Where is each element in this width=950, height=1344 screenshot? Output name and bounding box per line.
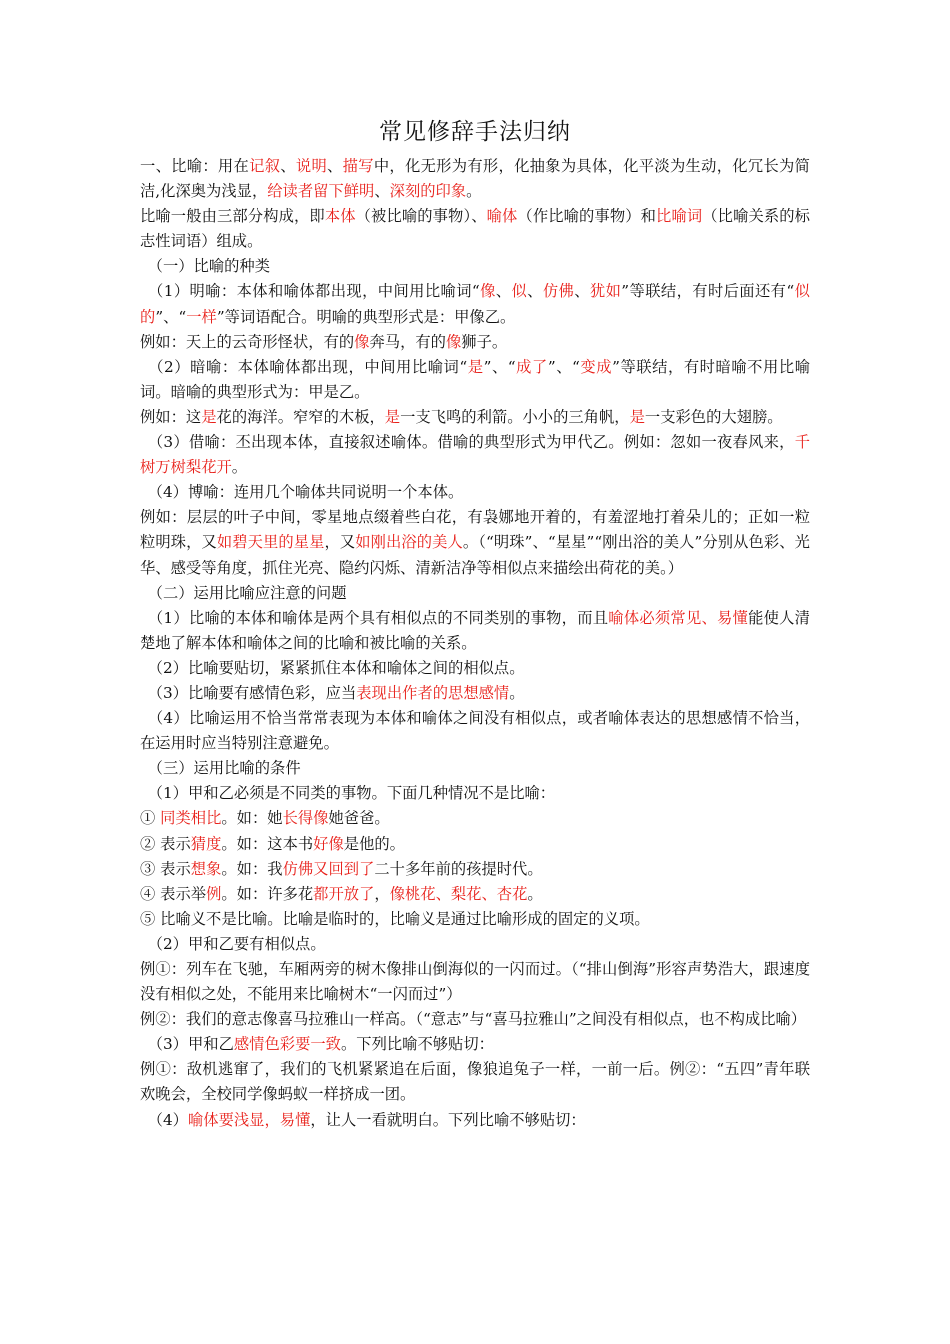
highlighted-text: 深刻的印象 [389,182,467,201]
body-text: 。如：她 [221,809,283,828]
body-text: 花的海洋。窄窄的木板， [216,407,385,426]
body-text: 。下列比喻不够贴切： [340,1035,494,1054]
body-text: ”、“ [483,357,516,376]
body-text: 。 [466,182,482,201]
highlighted-text: 喻体要浅显，易懂 [187,1110,311,1129]
paragraph [140,882,810,907]
body-text: 一、比喻：用在 [140,157,250,175]
highlighted-text: 成了 [515,357,548,376]
highlighted-text: 是 [384,407,401,426]
highlighted-text: 仿佛 [542,282,575,301]
paragraph [140,154,810,204]
paragraph [140,279,810,329]
highlighted-text: 是 [629,407,645,426]
body-text: 。如：许多花 [221,884,314,903]
body-text: （作比喻的事物）和 [517,207,657,226]
body-text: ① [140,809,161,828]
document-body [140,154,810,1133]
body-text: （2）比喻要贴切，紧紧抓住本体和喻体之间的相似点。 [140,658,525,677]
highlighted-text: 喻体必须常见、易懂 [608,608,749,627]
body-text: ② 表示 [140,834,191,853]
paragraph [140,706,810,756]
paragraph [140,756,810,781]
highlighted-text: 喻体 [486,207,518,226]
highlighted-text: 是 [201,407,217,426]
highlighted-text: 都开放了 [313,884,375,903]
paragraph [140,480,810,505]
paragraph [140,832,810,857]
paragraph [140,430,810,480]
body-text: ，又 [324,533,356,552]
body-text: （4）比喻运用不恰当常常表现为本体和喻体之间没有相似点，或者喻体表达的思想感情不恰当，在运用时应当特别注意避免。 [140,709,810,753]
highlighted-text: 猜度 [190,834,222,853]
highlighted-text: 同类相比 [160,809,222,828]
body-text: 例①：列车在飞驰，车厢两旁的树木像排山倒海似的一闪而过。（“排山倒海”形容声势浩大，跟速度没有相似之处，不能用来比喻树木“一闪而过”） [140,960,810,1004]
highlighted-text: 如碧天里的星星 [216,533,325,552]
paragraph [140,330,810,355]
paragraph [140,581,810,606]
body-text: 能使人清楚地了解本体和喻体之间的比喻和被比喻的关系。 [140,608,810,652]
highlighted-text: 好像 [313,834,344,853]
paragraph [140,806,810,831]
paragraph [140,907,810,932]
body-text: （1）明喻：本体和喻体都出现，中间用比喻词“ [140,282,480,301]
highlighted-text: 描写 [342,157,374,175]
body-text: 奔马，有的 [369,332,446,351]
paragraph [140,656,810,681]
paragraph [140,932,810,957]
body-text: （被比喻的事物）、 [355,207,487,226]
document-title: 常见修辞手法归纳 [379,119,571,145]
highlighted-text: 想象 [190,859,222,878]
body-text: 例如：天上的云奇形怪状，有的 [140,332,355,351]
body-text: ③ 表示 [140,859,191,878]
paragraph [140,781,810,806]
document-page [140,112,810,1133]
body-text: （1）甲和乙必须是不同类的事物。下面几种情况不是比喻： [140,784,556,803]
paragraph [140,1032,810,1057]
body-text: 、 [574,282,590,301]
body-text: （2）暗喻：本体喻体都出现，中间用比喻词“ [140,357,468,376]
body-text: 。 [527,884,543,903]
body-text: ”、“ [547,357,580,376]
highlighted-text: 本体 [324,207,356,226]
body-text: ”、“ [155,307,187,326]
body-text: 是他的。 [343,834,405,853]
paragraph [140,204,810,254]
body-text: 例如：层层的叶子中间，零星地点缀着些白花，有袅娜地开着的，有羞涩地打着朵儿的；正如一粒粒明珠，又 [140,508,810,552]
body-text: （3）甲和乙 [140,1035,234,1054]
body-text: 。如：我 [221,859,283,878]
body-text: 。如：这本书 [221,834,314,853]
body-text: 一支飞鸣的利箭。小小的三角帆， [400,407,630,426]
highlighted-text: 像 [479,282,496,301]
paragraph [140,1108,810,1133]
body-text: 二十多年前的孩提时代。 [374,859,543,878]
paragraph [140,681,810,706]
highlighted-text: 一样 [186,307,217,326]
body-text: （4） [140,1110,188,1129]
paragraph [140,355,810,405]
body-text: 例②：我们的意志像喜马拉雅山一样高。（“意志”与“喜马拉雅山”之间没有相似点，也不构成比喻） [140,1010,807,1029]
body-text: （1）比喻的本体和喻体是两个具有相似点的不同类别的事物，而且 [140,608,609,627]
highlighted-text: 似 [511,282,528,301]
body-text: （2）甲和乙要有相似点。 [140,934,326,953]
paragraph [140,1057,810,1107]
body-text: 比喻一般由三部分构成，即 [140,207,325,226]
highlighted-text: 是 [467,357,484,376]
body-text: 。 [231,458,248,477]
highlighted-text: 说明 [295,157,328,175]
body-text: 她爸爸。 [328,809,390,828]
paragraph [140,1007,810,1032]
highlighted-text: 变成 [579,357,613,376]
body-text: 。（“明珠”、“星星”“刚出浴的美人”分别从色彩、光华、感受等角度，抓住光亮、隐约闪烁、清新洁净等相似点来描绘出荷花的美。） [140,533,810,577]
highlighted-text: 表现出作者的思想感情 [356,683,510,702]
body-text: 、 [495,282,512,301]
body-text: 中，化无形为有形，化抽象为具体，化平淡为生动，化冗长为简洁,化深奥为浅显， [140,157,810,201]
paragraph [140,957,810,1007]
body-text: ， [374,884,390,903]
highlighted-text: 长得像 [282,809,329,828]
paragraph [140,254,810,279]
body-text: 、 [327,157,343,175]
body-text: （三）运用比喻的条件 [140,759,301,778]
body-text: ④ 表示举 [140,884,207,903]
highlighted-text: 给读者留下鲜明 [267,182,375,201]
highlighted-text: 千树万树梨花开 [140,433,810,477]
body-text: 狮子。 [461,332,508,351]
body-text: （3）比喻要有感情色彩，应当 [140,683,357,702]
body-text: （3）借喻：丕出现本体，直接叙述喻体。借喻的典型形式为甲代乙。例如：忽如一夜春风来， [140,433,795,452]
body-text: 例如：这 [140,407,202,426]
highlighted-text: 比喻词 [656,207,703,226]
highlighted-text: 像 [354,332,370,351]
highlighted-text: 像 [445,332,462,351]
highlighted-text: 感情色彩要一致 [233,1035,341,1054]
body-text: ”等词语配合。明喻的典型形式是：甲像乙。 [216,307,516,326]
body-text: 、 [280,157,296,175]
paragraph [140,405,810,430]
highlighted-text: 犹如 [589,282,622,301]
body-text: ⑤ 比喻义不是比喻。比喻是临时的，比喻义是通过比喻形成的固定的义项。 [140,909,650,928]
body-text: ，让人一看就明白。下列比喻不够贴切： [310,1110,586,1129]
body-text: ”等联结，有时后面还有“ [621,282,795,301]
body-text: ”等联结，有时暗喻不用比喻词。暗喻的典型形式为：甲是乙。 [140,357,810,401]
highlighted-text: 似的 [140,282,810,326]
paragraph [140,606,810,656]
body-text: 、 [527,282,543,301]
body-text: 、 [374,182,390,201]
body-text: （一）比喻的种类 [140,257,271,276]
highlighted-text: 例 [206,884,222,903]
body-text: 。 [509,683,525,702]
paragraph [140,857,810,882]
paragraph [140,505,810,580]
highlighted-text: 像桃花、梨花、杏花 [389,884,528,903]
highlighted-text: 记叙 [249,157,281,175]
body-text: （二）运用比喻应注意的问题 [140,583,347,602]
highlighted-text: 仿佛又回到了 [282,859,375,878]
body-text: 例①：敌机逃窜了，我们的飞机紧紧追在后面，像狼追兔子一样，一前一后。例②：“五四”青年联欢晚会，全校同学像蚂蚁一样挤成一团。 [140,1060,810,1104]
body-text: （比喻关系的标志性词语）组成。 [140,207,810,251]
body-text: 一支彩色的大翅膀。 [644,407,783,426]
body-text: （4）博喻：连用几个喻体共同说明一个本体。 [140,483,464,502]
highlighted-text: 如刚出浴的美人 [355,533,463,552]
